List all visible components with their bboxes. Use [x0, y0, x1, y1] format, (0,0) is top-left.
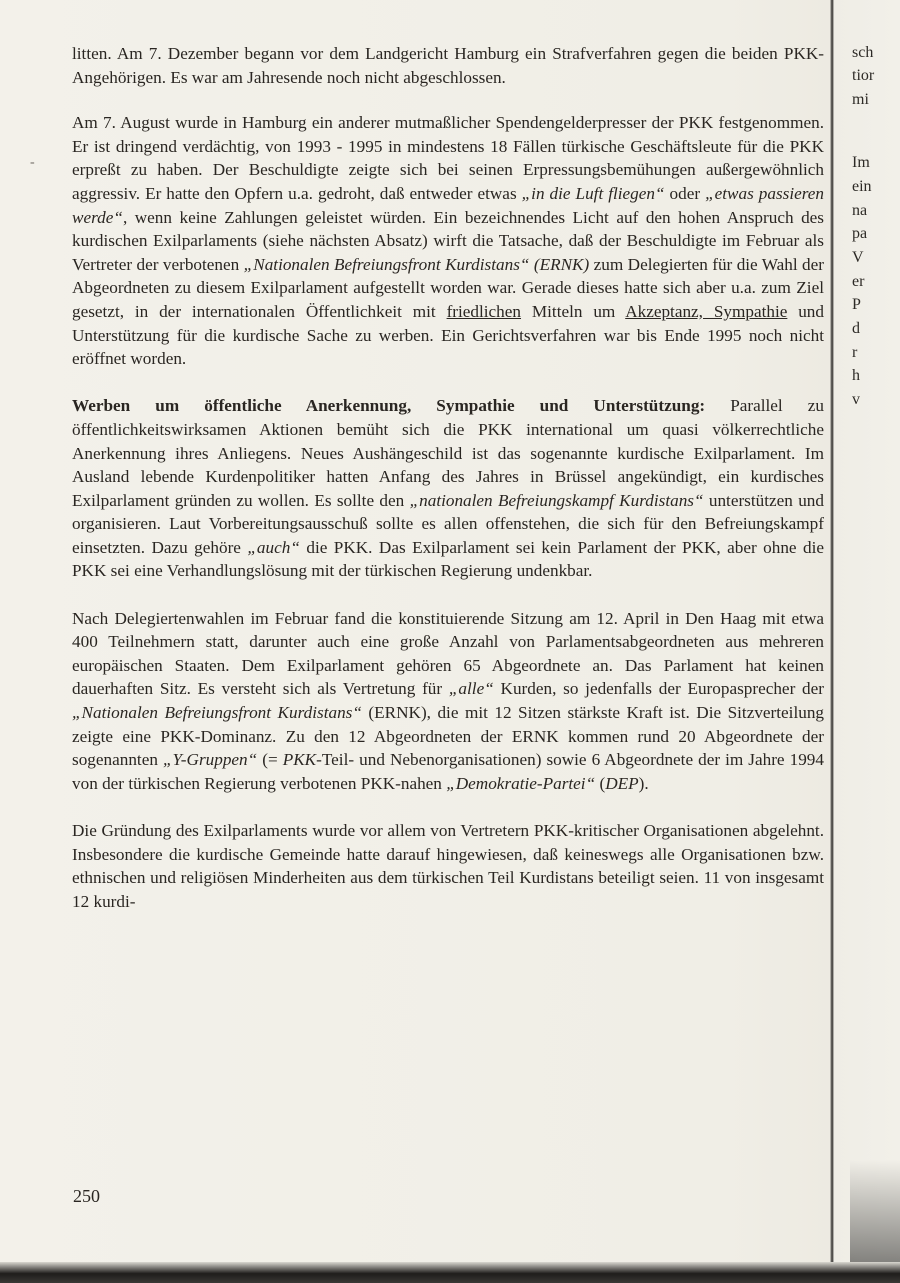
- paragraph-5: Die Gründung des Exilparlaments wurde vor allem von Vertretern PKK-kritischer Organisationen abgelehnt. Insbesondere die kurdische Gemeinde hatte darauf hingewiesen, daß keineswegs alle Organisationen bzw. ethnischen und religiösen Minderheiten aus dem türkischen Teil Kurdistans beteiligt seien. 11 von insgesamt 12 kurdi-: [72, 821, 824, 911]
- next-page-fragment: sch: [852, 44, 874, 61]
- next-page-fragment: V: [852, 249, 864, 266]
- next-page-fragment: pa: [852, 225, 868, 242]
- paragraph-1: litten. Am 7. Dezember begann vor dem Landgericht Hamburg ein Strafverfahren gegen die beiden PKK-Angehörigen. Es war am Jahresende noch nicht abgeschlossen.: [72, 44, 824, 87]
- underlined-akzeptanz: Akzeptanz, Sympathie: [625, 301, 788, 321]
- next-page-fragment: P: [852, 296, 861, 313]
- next-page-fragment: na: [852, 202, 868, 219]
- next-page-fragment: Im: [852, 154, 870, 171]
- next-page-fragment: v: [852, 391, 860, 408]
- next-page-fragment: d: [852, 320, 860, 337]
- page-number: 250: [73, 1186, 100, 1206]
- next-page-fragment: r: [852, 344, 858, 361]
- section-heading: Werben um öffentliche Anerkennung, Sympathie und Unterstützung:: [72, 396, 706, 416]
- paragraph-3: Werben um öffentliche Anerkennung, Sympathie und Unterstützung: Parallel zu öffentlichkeitswirksamen Aktionen bemüht sich die PKK international um quasi völkerrechtliche Anerkennung ihres Anliegens. Neues Aushängeschild ist das sogenannte kurdische Exilparlament. Im Ausland lebende Kurdenpolitiker hatten Anfang des Jahres in Brüssel angekündigt, ein kurdisches Exilparlament gründen zu wollen. Es sollte den „nationalen Befreiungskampf Kurdistans“ unterstützen und organisieren. Laut Vorbereitungsausschuß sollte es allen offenstehen, die sich für den Befreiungskampf einsetzten. Dazu gehöre „auch“ die PKK. Das Exilparlament sei kein Parlament der PKK, aber ohne die PKK sei eine Verhandlungslösung mit der türkischen Regierung undenkbar.: [72, 396, 824, 581]
- paragraph-2: Am 7. August wurde in Hamburg ein anderer mutmaßlicher Spendengelderpresser der PKK festgenommen. Er ist dringend verdächtig, von 1993 - 1995 in mindestens 18 Fällen türkische Geschäftsleute für die PKK erpreßt zu haben. Der Beschuldigte zeigte sich bei seinen Erpressungsbemühungen außergewöhnlich aggressiv. Er hatte den Opfern u.a. gedroht, daß entweder etwas „in die Luft fliegen“ oder „etwas passieren werde“, wenn keine Zahlungen geleistet würden. Ein bezeichnendes Licht auf den hohen Anspruch des kurdischen Exilparlaments (siehe nächsten Absatz) wirft die Tatsache, daß der Beschuldigte im Februar als Vertreter der verbotenen „Nationalen Befreiungsfront Kurdistans“ (ERNK) zum Delegierten für die Wahl der Abgeordneten zu diesem Exilparlament aufgestellt worden war. Gerade dieses hatte sich aber u.a. zum Ziel gesetzt, in der internationalen Öffentlichkeit mit friedlichen Mitteln um Akzeptanz, Sympathie und Unterstützung für die kurdische Sache zu werben. Ein Gerichtsverfahren war bis Ende 1995 noch nicht eröffnet worden.: [72, 113, 824, 369]
- underlined-friedlichen: friedlichen: [446, 301, 522, 321]
- next-page-fragment: ein: [852, 178, 872, 195]
- margin-mark: -: [30, 155, 35, 170]
- text-column: [72, 42, 824, 937]
- next-page-fragment: er: [852, 273, 865, 290]
- next-page-fragment: tior: [852, 67, 875, 84]
- paragraph-4: Nach Delegiertenwahlen im Februar fand die konstituierende Sitzung am 12. April in Den Haag mit etwa 400 Teilnehmern statt, darunter auch eine große Anzahl von Parlamentsabgeordneten aus mehreren europäischen Staaten. Dem Exilparlament gehören 65 Abgeordnete an. Das Parlament hat keinen dauerhaften Sitz. Es versteht sich als Vertretung für „alle“ Kurden, so jedenfalls der Europasprecher der „Nationalen Befreiungsfront Kurdistans“ (ERNK), die mit 12 Sitzen stärkste Kraft ist. Die Sitzverteilung zeigte eine PKK-Dominanz. Zu den 12 Abgeordneten der ERNK kommen rund 20 Abgeordnete der sogenannten „Y-Gruppen“ (= PKK-Teil- und Nebenorganisationen) sowie 6 Abgeordnete der im Jahre 1994 von der türkischen Regierung verbotenen PKK-nahen „Demokratie-Partei“ (DEP).: [72, 608, 825, 793]
- scan-edge: [0, 1262, 900, 1283]
- next-page-fragment: h: [852, 367, 860, 384]
- next-page-fragment: mi: [852, 91, 869, 108]
